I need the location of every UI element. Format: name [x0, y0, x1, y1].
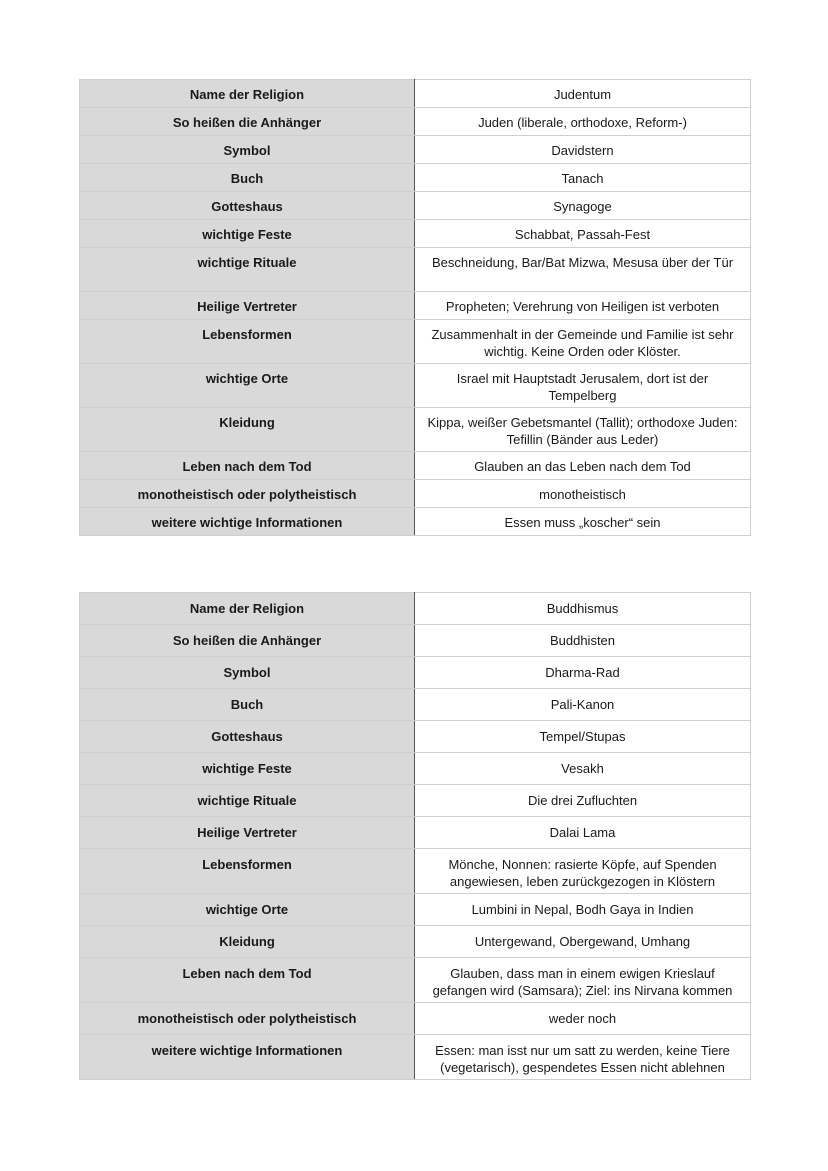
table-row [80, 164, 751, 192]
religion-table-buddhismus [79, 592, 751, 1080]
table-row [80, 1003, 751, 1035]
table-row [80, 753, 751, 785]
row-label: monotheistisch oder polytheistisch [80, 480, 415, 508]
row-value: Juden (liberale, orthodoxe, Reform-) [415, 108, 751, 136]
row-value: Judentum [415, 80, 751, 108]
row-value: Dalai Lama [415, 817, 751, 849]
row-value: Glauben, dass man in einem ewigen Krieslauf gefangen wird (Samsara); Ziel: ins Nirvana kommen [415, 958, 751, 1003]
table-row [80, 721, 751, 753]
table-row [80, 689, 751, 721]
row-label: Buch [80, 689, 415, 721]
row-label: Kleidung [80, 926, 415, 958]
row-value: monotheistisch [415, 480, 751, 508]
row-label: Buch [80, 164, 415, 192]
table-row [80, 817, 751, 849]
table-row [80, 849, 751, 894]
row-value: Tempel/Stupas [415, 721, 751, 753]
table-row [80, 508, 751, 536]
table-row [80, 785, 751, 817]
row-value: Die drei Zufluchten [415, 785, 751, 817]
row-label: wichtige Orte [80, 364, 415, 408]
religion-table-judentum [79, 79, 751, 536]
table-row [80, 108, 751, 136]
row-value: Zusammenhalt in der Gemeinde und Familie ist sehr wichtig. Keine Orden oder Klöster. [415, 320, 751, 364]
table-row [80, 452, 751, 480]
row-value: weder noch [415, 1003, 751, 1035]
row-value: Vesakh [415, 753, 751, 785]
row-value: Kippa, weißer Gebetsmantel (Tallit); orthodoxe Juden: Tefillin (Bänder aus Leder) [415, 408, 751, 452]
row-value: Glauben an das Leben nach dem Tod [415, 452, 751, 480]
row-label: Symbol [80, 136, 415, 164]
row-value: Buddhismus [415, 593, 751, 625]
row-label: weitere wichtige Informationen [80, 1035, 415, 1080]
row-value: Synagoge [415, 192, 751, 220]
table-row [80, 192, 751, 220]
row-value: Israel mit Hauptstadt Jerusalem, dort ist der Tempelberg [415, 364, 751, 408]
row-label: Symbol [80, 657, 415, 689]
table-row [80, 593, 751, 625]
row-label: Leben nach dem Tod [80, 958, 415, 1003]
row-label: Leben nach dem Tod [80, 452, 415, 480]
table-row [80, 958, 751, 1003]
row-label: So heißen die Anhänger [80, 625, 415, 657]
row-label: Lebensformen [80, 849, 415, 894]
row-value: Propheten; Verehrung von Heiligen ist verboten [415, 292, 751, 320]
row-label: wichtige Rituale [80, 248, 415, 292]
table-row [80, 894, 751, 926]
row-label: Lebensformen [80, 320, 415, 364]
row-value: Mönche, Nonnen: rasierte Köpfe, auf Spenden angewiesen, leben zurückgezogen in Klöstern [415, 849, 751, 894]
row-value: Davidstern [415, 136, 751, 164]
row-value: Schabbat, Passah-Fest [415, 220, 751, 248]
table-row [80, 248, 751, 292]
row-label: wichtige Feste [80, 220, 415, 248]
row-value: Dharma-Rad [415, 657, 751, 689]
table-row [80, 657, 751, 689]
row-value: Essen muss „koscher“ sein [415, 508, 751, 536]
row-label: So heißen die Anhänger [80, 108, 415, 136]
row-label: Heilige Vertreter [80, 817, 415, 849]
table-row [80, 80, 751, 108]
row-label: wichtige Rituale [80, 785, 415, 817]
row-label: Kleidung [80, 408, 415, 452]
table-row [80, 292, 751, 320]
row-value: Lumbini in Nepal, Bodh Gaya in Indien [415, 894, 751, 926]
row-value: Essen: man isst nur um satt zu werden, keine Tiere (vegetarisch), gespendetes Essen nicht ablehnen [415, 1035, 751, 1080]
table-row [80, 625, 751, 657]
row-value: Pali-Kanon [415, 689, 751, 721]
table-row [80, 1035, 751, 1080]
row-label: monotheistisch oder polytheistisch [80, 1003, 415, 1035]
table-row [80, 480, 751, 508]
row-label: Name der Religion [80, 80, 415, 108]
table-row [80, 220, 751, 248]
row-value: Untergewand, Obergewand, Umhang [415, 926, 751, 958]
row-value: Buddhisten [415, 625, 751, 657]
table-row [80, 136, 751, 164]
row-label: Name der Religion [80, 593, 415, 625]
table-row [80, 364, 751, 408]
row-value: Tanach [415, 164, 751, 192]
row-label: Heilige Vertreter [80, 292, 415, 320]
row-label: Gotteshaus [80, 192, 415, 220]
row-value: Beschneidung, Bar/Bat Mizwa, Mesusa über der Tür [415, 248, 751, 292]
row-label: Gotteshaus [80, 721, 415, 753]
table-row [80, 320, 751, 364]
table-row [80, 926, 751, 958]
row-label: wichtige Feste [80, 753, 415, 785]
table-row [80, 408, 751, 452]
row-label: wichtige Orte [80, 894, 415, 926]
row-label: weitere wichtige Informationen [80, 508, 415, 536]
